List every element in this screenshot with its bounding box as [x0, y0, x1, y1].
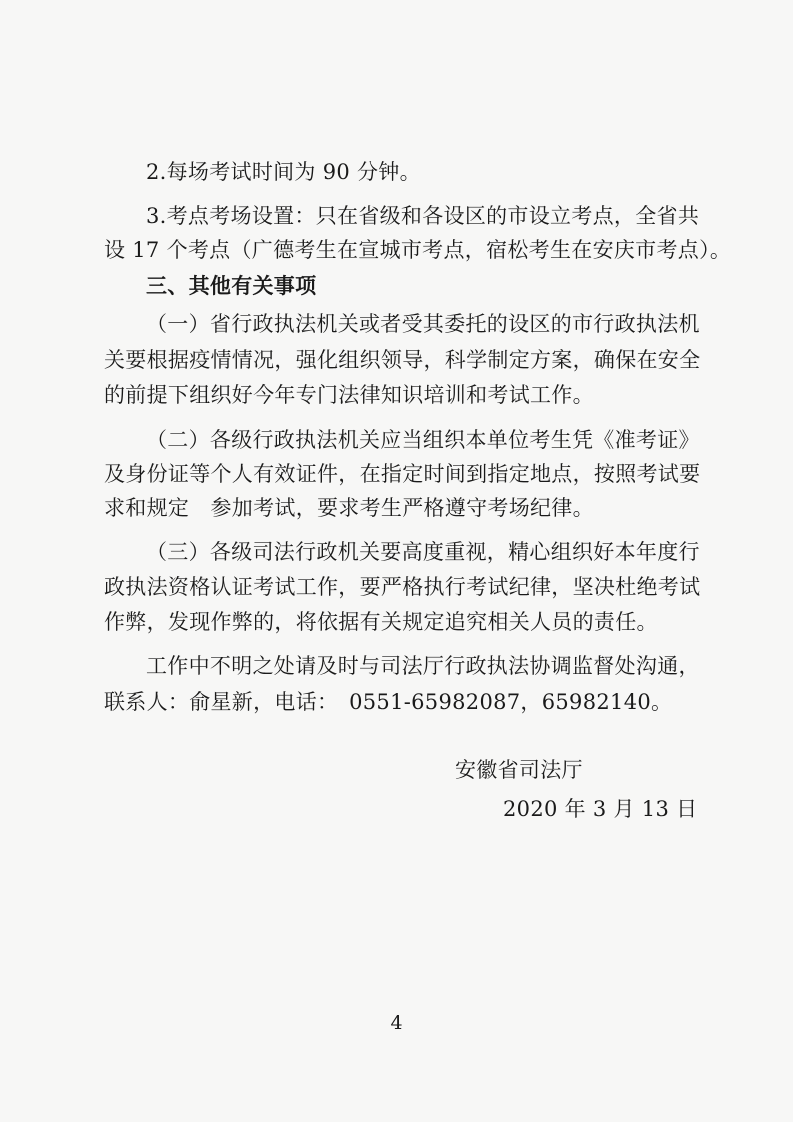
- contact-line-2: 联系人：俞星新，电话： 0551-65982087，65982140。: [104, 690, 673, 714]
- signature-organization: 安徽省司法厅: [455, 758, 583, 782]
- item-3-line-1: （三）各级司法行政机关要高度重视，精心组织好本年度行: [146, 540, 700, 564]
- item-3-line-3: 作弊，发现作弊的，将依据有关规定追究相关人员的责任。: [104, 610, 658, 634]
- item-2-line-2: 及身份证等个人有效证件，在指定时间到指定地点，按照考试要: [104, 462, 701, 486]
- exam-site-line-2: 设 17 个考点（广德考生在宣城市考点，宿松考生在安庆市考点）。: [104, 238, 732, 262]
- item-2-line-3: 求和规定 参加考试，要求考生严格遵守考场纪律。: [104, 496, 594, 520]
- item-1-line-1: （一）省行政执法机关或者受其委托的设区的市行政执法机: [146, 312, 700, 336]
- page-number: 4: [390, 1012, 403, 1034]
- item-1-line-3: 的前提下组织好今年专门法律知识培训和考试工作。: [104, 383, 594, 407]
- item-2-line-1: （二）各级行政执法机关应当组织本单位考生凭《准考证》: [146, 428, 700, 452]
- item-3-line-2: 政执法资格认证考试工作，要严格执行考试纪律，坚决杜绝考试: [104, 575, 701, 599]
- exam-site-line-1: 3.考点考场设置：只在省级和各设区的市设立考点，全省共: [146, 204, 700, 228]
- signature-date: 2020 年 3 月 13 日: [503, 797, 698, 821]
- contact-line-1: 工作中不明之处请及时与司法厅行政执法协调监督处沟通，: [146, 654, 700, 678]
- item-1-line-2: 关要根据疫情情况，强化组织领导，科学制定方案，确保在安全: [104, 348, 701, 372]
- section-heading-other-matters: 三、其他有关事项: [146, 273, 317, 298]
- exam-duration-line: 2.每场考试时间为 90 分钟。: [146, 160, 421, 184]
